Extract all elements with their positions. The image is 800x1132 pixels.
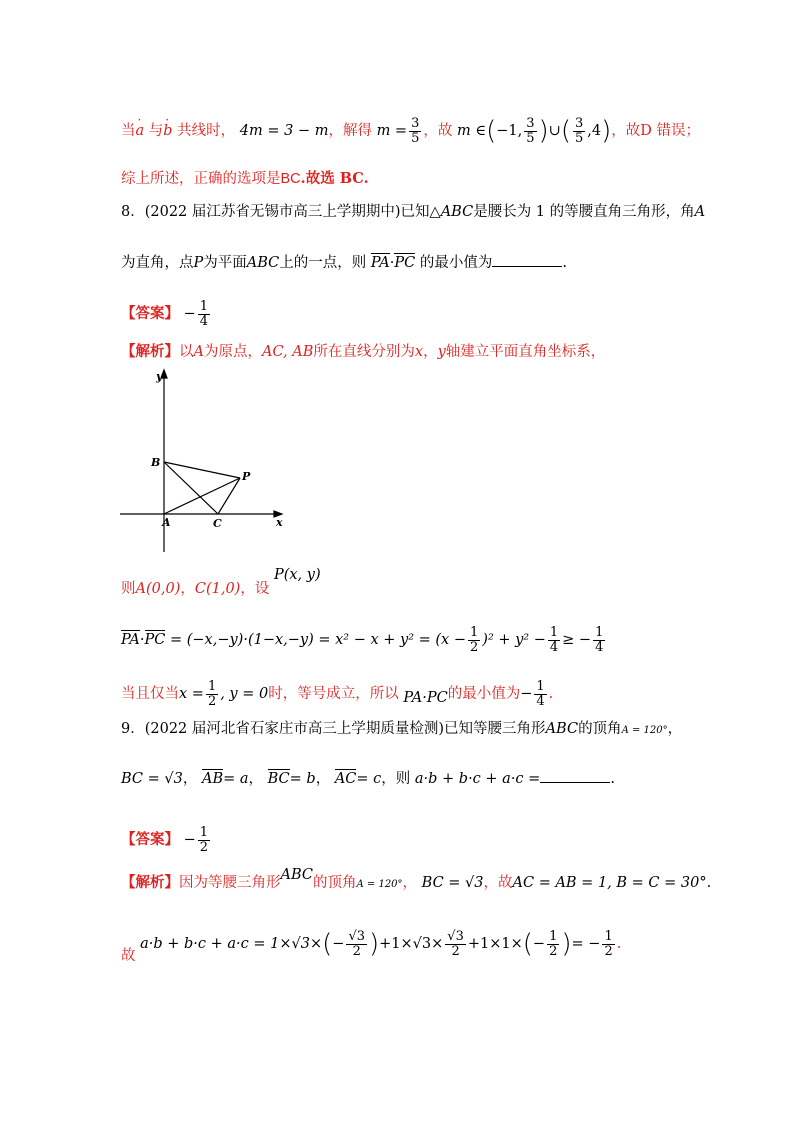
solution-tag: 【解析】 bbox=[121, 874, 179, 891]
minus-sign: − bbox=[183, 306, 196, 323]
triangle-label: ABC bbox=[246, 255, 280, 271]
answer-tag: 【答案】 bbox=[121, 831, 179, 849]
solution-tag: 【解析】 bbox=[121, 343, 179, 360]
text: 的最小值为 bbox=[447, 686, 521, 703]
segment-BC bbox=[164, 462, 218, 514]
interval: (−1, $\frac{3}{5}$ )∪( $\frac{3}{5}$ ,4) bbox=[486, 116, 612, 147]
vector-eq: = c bbox=[356, 771, 382, 787]
text: 8．(2022 届江苏省无锡市高三上学期期中)已知△ bbox=[121, 204, 441, 220]
text: 的顶角 bbox=[578, 721, 622, 737]
text: 时，等号成立，所以 bbox=[268, 686, 399, 703]
text: 是腰长为 1 的等腰直角三角形，角 bbox=[473, 204, 695, 220]
point-c: C(1,0) bbox=[194, 581, 241, 597]
label-A: A bbox=[162, 516, 171, 529]
text: 则 bbox=[121, 581, 136, 597]
fraction: $\frac{1}{2}$ bbox=[207, 679, 217, 709]
text: ，则 bbox=[381, 771, 411, 787]
triangle-label: ABC bbox=[280, 867, 313, 883]
expression: +1×√3× bbox=[379, 936, 444, 953]
text: 所在直线分别为 bbox=[313, 344, 415, 360]
term: (− $\frac{√3}{2}$ ) bbox=[322, 929, 380, 960]
question-8-line1 bbox=[121, 205, 705, 220]
fraction: $\frac{1}{2}$ bbox=[199, 825, 209, 855]
text: ， bbox=[315, 771, 331, 787]
text: ， bbox=[182, 771, 198, 787]
expression: a·b + b·c + a·c = bbox=[414, 771, 541, 787]
angle-label: A bbox=[694, 204, 706, 220]
question-9-line1 bbox=[121, 722, 682, 737]
text: . bbox=[706, 875, 712, 891]
vector-b: · b bbox=[163, 124, 172, 139]
minus-sign: − bbox=[183, 832, 196, 849]
text: ，解得 bbox=[328, 123, 372, 140]
text: 上的一点，则 bbox=[279, 255, 367, 271]
vector-ac: AC bbox=[334, 771, 357, 787]
vector-a: · a bbox=[136, 124, 145, 139]
expression: = − bbox=[571, 936, 601, 953]
text: . bbox=[616, 936, 622, 953]
expression: a·b + b·c + a·c = 1×√3× bbox=[140, 936, 323, 953]
text: . bbox=[548, 686, 554, 703]
coords-line bbox=[121, 567, 321, 597]
question-8-line2 bbox=[121, 254, 567, 271]
text: 为直角，点 bbox=[121, 255, 194, 271]
text: 为原点， bbox=[203, 344, 262, 360]
answer-blank bbox=[492, 254, 562, 267]
dot-operator: · bbox=[389, 255, 395, 271]
angle-value: A = 120° bbox=[356, 879, 403, 890]
text: ，故 bbox=[423, 123, 453, 140]
text: 共线时， bbox=[177, 123, 236, 140]
m-set: m ∈ bbox=[456, 123, 487, 140]
text: ，故D 错误； bbox=[611, 123, 700, 140]
bc-label: BC bbox=[280, 171, 301, 187]
vector-ab: AB bbox=[201, 771, 224, 787]
label-y: y bbox=[156, 370, 163, 383]
fraction: $\frac{1}{4}$ bbox=[536, 679, 545, 709]
lines-label: AC, AB bbox=[261, 344, 314, 360]
text: 故 bbox=[121, 948, 136, 965]
vector-pa: PA bbox=[121, 632, 140, 649]
x-value: x = bbox=[179, 686, 204, 703]
vector-eq: = a bbox=[223, 771, 249, 787]
fraction: $\frac{1}{2}$ bbox=[470, 625, 479, 655]
solution-9 bbox=[121, 867, 712, 891]
triangle-label: ABC bbox=[440, 204, 474, 220]
text: ， bbox=[248, 771, 264, 787]
question-9-line2 bbox=[121, 770, 615, 787]
vector-pc: PC bbox=[394, 255, 416, 271]
fraction: $\frac{1}{4}$ bbox=[595, 625, 604, 655]
final-line bbox=[121, 929, 622, 965]
text: 以 bbox=[179, 344, 194, 360]
point-a: A(0,0) bbox=[135, 581, 181, 597]
answer-blank bbox=[540, 770, 610, 783]
solution-8 bbox=[121, 345, 605, 360]
y-value: , y = 0 bbox=[220, 686, 269, 703]
result: AC = AB = 1, B = C = 30° bbox=[512, 875, 707, 891]
equation-line bbox=[121, 626, 607, 654]
term: (− $\frac{1}{2}$ ) bbox=[522, 929, 572, 960]
answer-8 bbox=[121, 300, 212, 328]
label-B: B bbox=[151, 456, 161, 469]
vector-product: PA·PC bbox=[403, 690, 448, 707]
expression: ≥ − bbox=[562, 632, 592, 649]
label-C: C bbox=[213, 517, 222, 530]
text: . bbox=[610, 771, 615, 787]
text: 综上所述，正确的选项是 bbox=[121, 171, 281, 187]
text: ， bbox=[667, 721, 683, 737]
point-label: P bbox=[193, 255, 204, 271]
summary-line bbox=[121, 172, 369, 187]
solution-line-collinear bbox=[121, 117, 700, 145]
equation: 4m = 3 − m bbox=[239, 123, 329, 140]
fraction: $\frac{1}{4}$ bbox=[199, 299, 209, 329]
text: ，故 bbox=[483, 875, 513, 891]
point-label: A bbox=[193, 344, 204, 360]
fraction: $\frac{1}{4}$ bbox=[549, 625, 559, 655]
coordinate-diagram bbox=[118, 368, 288, 552]
label-x: x bbox=[276, 516, 283, 529]
text: ，设 bbox=[240, 581, 270, 597]
fraction: $\frac{1}{2}$ bbox=[604, 929, 613, 959]
text: 的顶角 bbox=[313, 875, 357, 891]
angle-value: A = 120° bbox=[621, 725, 668, 736]
vector-bc: BC bbox=[267, 771, 290, 787]
vector-eq: = b bbox=[289, 771, 316, 787]
text: ， bbox=[180, 581, 195, 597]
text: ， bbox=[402, 875, 418, 891]
point-p: P(x, y) bbox=[273, 567, 321, 583]
text: 与 bbox=[148, 123, 164, 140]
segment-BP bbox=[164, 462, 240, 478]
text: 的最小值为 bbox=[419, 255, 493, 271]
expression: = (−x,−y)·(1−x,−y) = x² − x + y² = (x − bbox=[169, 632, 466, 649]
vector-pc: PC bbox=[144, 632, 166, 649]
text: 为平面 bbox=[203, 255, 247, 271]
text: . bbox=[562, 255, 567, 271]
text: 轴建立平面直角坐标系， bbox=[445, 344, 606, 360]
dot-operator: · bbox=[139, 632, 145, 649]
condition-line bbox=[121, 680, 553, 708]
text: 当且仅当 bbox=[121, 686, 179, 703]
text: 当 bbox=[121, 123, 136, 140]
text: ， bbox=[423, 344, 438, 360]
answer-tag: 【答案】 bbox=[121, 305, 179, 323]
minus-sign: − bbox=[520, 686, 533, 703]
axis-x-label: x bbox=[414, 344, 424, 360]
text: .故选 BC. bbox=[300, 170, 369, 187]
label-P: P bbox=[242, 470, 251, 483]
bc-length: BC = √3 bbox=[121, 771, 183, 787]
expression: +1×1× bbox=[467, 936, 523, 953]
m-var: m = bbox=[376, 123, 408, 140]
expression: )² + y² − bbox=[482, 632, 546, 649]
bc-length: BC = √3 bbox=[421, 875, 484, 891]
axis-y-label: y bbox=[437, 344, 446, 360]
vector-pa: PA bbox=[370, 255, 390, 271]
triangle-label: ABC bbox=[545, 721, 579, 737]
answer-9 bbox=[121, 826, 212, 854]
fraction: $\frac{√3}{2}$ bbox=[447, 929, 464, 959]
text: 9．(2022 届河北省石家庄市高三上学期质量检测)已知等腰三角形 bbox=[121, 721, 546, 737]
fraction: $\frac{3}{5}$ bbox=[411, 116, 420, 146]
text: 因为等腰三角形 bbox=[179, 875, 281, 891]
